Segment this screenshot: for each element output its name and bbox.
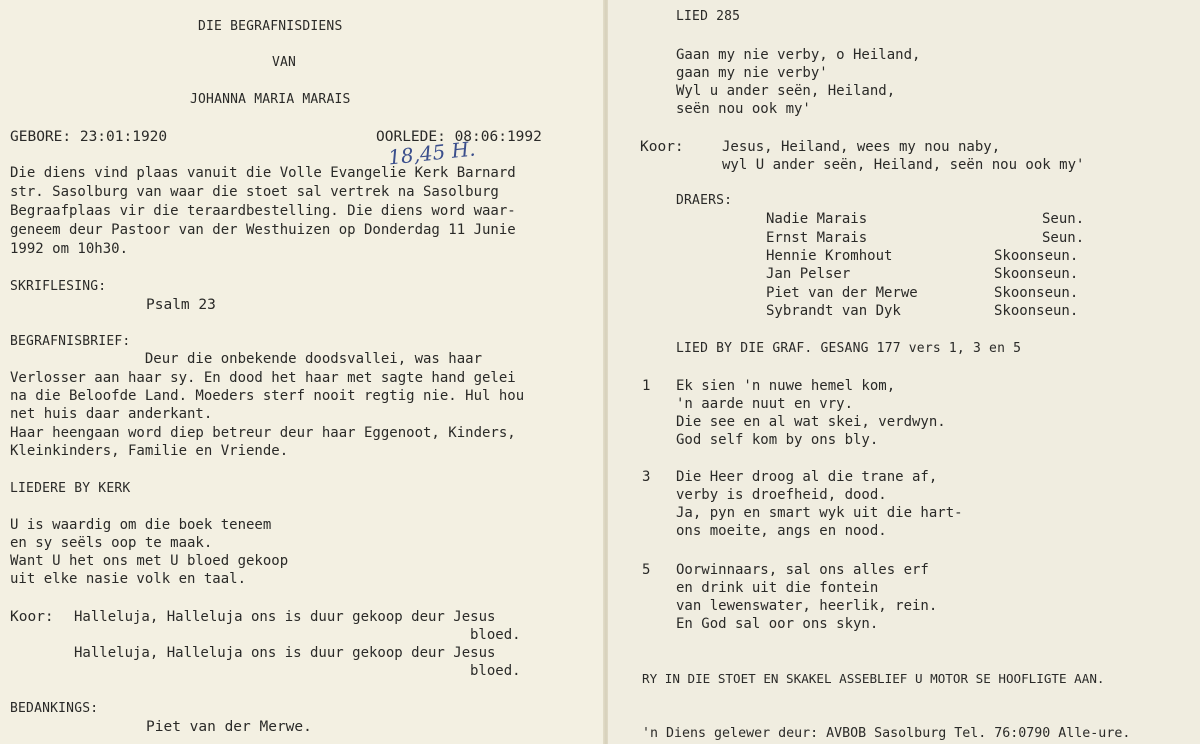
bearer-relation: Seun. [1042, 230, 1085, 246]
chorus-line: Halleluja, Halleluja ons is duur gekoop deur Jesus [74, 645, 496, 661]
death-date: OORLEDE: 08:06:1992 [376, 129, 542, 145]
letter-line: na die Beloofde Land. Moeders sterf nooit regtig nie. Hul hou [10, 388, 525, 404]
verse-line: en drink uit die fontein [676, 580, 879, 596]
intro-line: Die diens vind plaas vanuit die Volle Evangelie Kerk Barnard [10, 165, 516, 181]
bearers-label: DRAERS: [676, 193, 733, 208]
thanks-value: Piet van der Merwe. [146, 719, 312, 735]
thanks-label: BEDANKINGS: [10, 701, 99, 716]
letter-label: BEGRAFNISBRIEF: [10, 334, 131, 349]
reading-value: Psalm 23 [146, 297, 216, 313]
koor-label: Koor: [640, 139, 684, 155]
reading-label: SKRIFLESING: [10, 279, 107, 294]
letter-line: Verlosser aan haar sy. En dood het haar met sagte hand gelei [10, 370, 516, 386]
bearer-relation: Skoonseun. [994, 266, 1079, 282]
bearer-relation: Seun. [1042, 211, 1085, 227]
service-footer: 'n Diens gelewer deur: AVBOB Sasolburg Tel. 76:0790 Alle-ure. [642, 726, 1131, 741]
hymn-line: gaan my nie verby' [676, 65, 828, 81]
hymn-line: Gaan my nie verby, o Heiland, [676, 47, 921, 63]
grave-song-title: LIED BY DIE GRAF. GESANG 177 vers 1, 3 en 5 [676, 341, 1022, 356]
verse-line: van lewenswater, heerlik, rein. [676, 598, 938, 614]
verse-line: Ek sien 'n nuwe hemel kom, [676, 378, 896, 394]
verse-line: ons moeite, angs en nood. [676, 523, 887, 539]
right-page [608, 0, 1200, 744]
handwritten-time: 18,45 H. [386, 136, 477, 170]
verse-number: 1 [642, 378, 651, 394]
birth-date: GEBORE: 23:01:1920 [10, 129, 168, 145]
verse-line: 'n aarde nuut en vry. [676, 396, 854, 412]
bearer-relation: Skoonseun. [994, 248, 1079, 264]
verse-line: verby is droefheid, dood. [676, 487, 887, 503]
letter-line: Kleinkinders, Familie en Vriende. [10, 443, 289, 459]
hymn-line: Wyl u ander seën, Heiland, [676, 83, 896, 99]
song-line: en sy seëls oop te maak. [10, 535, 213, 551]
verse-number: 5 [642, 562, 651, 578]
verse-line: En God sal oor ons skyn. [676, 616, 879, 632]
chorus-label: Koor: [10, 609, 54, 625]
bearer-name: Piet van der Merwe [766, 285, 918, 301]
chorus-line: bloed. [470, 663, 521, 679]
letter-line: Deur die onbekende doodsvallei, was haar [10, 351, 483, 367]
deceased-name: JOHANNA MARIA MARAIS [190, 92, 351, 107]
verse-line: Die see en al wat skei, verdwyn. [676, 414, 946, 430]
bearer-name: Jan Pelser [766, 266, 851, 282]
koor-line: Jesus, Heiland, wees my nou naby, [722, 139, 1001, 155]
bearer-relation: Skoonseun. [994, 285, 1079, 301]
song-line: uit elke nasie volk en taal. [10, 571, 247, 587]
letter-line: Haar heengaan word diep betreur deur haar Eggenoot, Kinders, [10, 425, 516, 441]
verse-line: God self kom by ons bly. [676, 432, 879, 448]
chorus-line: bloed. [470, 627, 521, 643]
bearer-name: Sybrandt van Dyk [766, 303, 901, 319]
program-title: DIE BEGRAFNISDIENS [198, 19, 343, 34]
intro-line: str. Sasolburg van waar die stoet sal vertrek na Sasolburg [10, 184, 499, 200]
hymn-title: LIED 285 [676, 9, 741, 24]
procession-notice: RY IN DIE STOET EN SKAKEL ASSEBLIEF U MOTOR SE HOOFLIGTE AAN. [642, 671, 1105, 686]
verse-line: Ja, pyn en smart wyk uit die hart- [676, 505, 963, 521]
songs-label: LIEDERE BY KERK [10, 481, 131, 496]
koor-line: wyl U ander seën, Heiland, seën nou ook my' [722, 157, 1085, 173]
letter-line: net huis daar anderkant. [10, 406, 213, 422]
song-line: Want U het ons met U bloed gekoop [10, 553, 289, 569]
verse-number: 3 [642, 469, 651, 485]
intro-line: geneem deur Pastoor van der Westhuizen op Donderdag 11 Junie [10, 222, 516, 238]
bearer-name: Hennie Kromhout [766, 248, 893, 264]
intro-line: Begraafplaas vir die teraardbestelling. Die diens word waar- [10, 203, 516, 219]
verse-line: Oorwinnaars, sal ons alles erf [676, 562, 929, 578]
bearer-name: Ernst Marais [766, 230, 868, 246]
chorus-line: Halleluja, Halleluja ons is duur gekoop deur Jesus [74, 609, 496, 625]
hymn-line: seën nou ook my' [676, 101, 811, 117]
song-line: U is waardig om die boek teneem [10, 517, 272, 533]
verse-line: Die Heer droog al die trane af, [676, 469, 938, 485]
program-van: VAN [272, 55, 297, 70]
intro-line: 1992 om 10h30. [10, 241, 129, 257]
bearer-name: Nadie Marais [766, 211, 868, 227]
bearer-relation: Skoonseun. [994, 303, 1079, 319]
